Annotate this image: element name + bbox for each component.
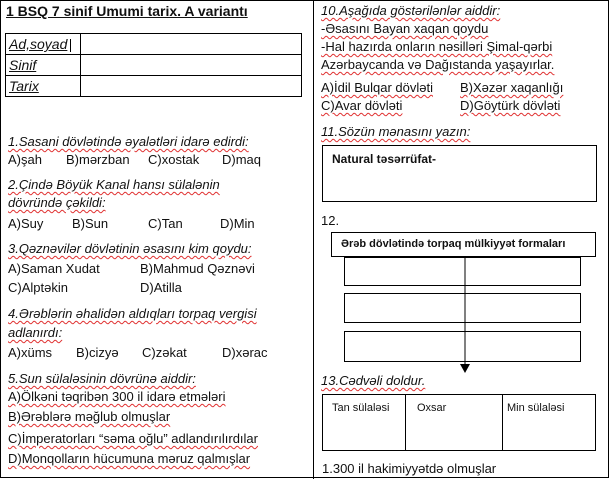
q1-option-d[interactable]: D)maq — [222, 152, 262, 167]
q1-option-b[interactable]: B)mərzban — [66, 152, 130, 167]
q3-option-d[interactable]: D)Atilla — [140, 280, 182, 295]
q5-option-a[interactable]: A)Ölkəni təqribən 300 il idarə etmələri — [8, 389, 226, 404]
q5-option-b[interactable]: B)Ərəblərə məğlub olmuşlar — [8, 409, 171, 424]
q4-line2: adlanırdı: — [8, 325, 63, 340]
q13-col-oxsar: Oxsar — [417, 402, 447, 414]
q13-col-min: Min sülaləsi — [507, 402, 565, 414]
q1-text: 1.Sasani dövlətində əyalətləri idarə edirdi: — [8, 134, 249, 149]
q11-title: 11.Sözün mənasını yazın: — [321, 124, 471, 139]
q2-line2: dövründə çəkildi: — [8, 195, 106, 210]
page-title: 1 BSQ 7 sinif Umumi tarix. A variantı — [6, 3, 248, 19]
column-divider — [313, 0, 314, 479]
q11-box-label: Natural təsərrüfat- — [332, 152, 437, 166]
date-label-cell — [6, 76, 81, 97]
q13-title: 13.Cədvəli doldur. — [321, 373, 426, 388]
q3-option-b[interactable]: B)Mahmud Qəznəvi — [140, 261, 255, 276]
q2-option-b[interactable]: B)Sun — [72, 216, 109, 231]
q5-option-c[interactable]: C)İmperatorları “səma oğlu” adlandırılırdılar — [8, 431, 258, 446]
q12-down-arrow-icon — [458, 256, 472, 374]
q10-title: 10.Aşağıda göstərilənlər aiddir: — [321, 3, 501, 18]
q2-option-d[interactable]: D)Min — [220, 216, 255, 231]
q10-line2: -Hal hazırda onların nəsilləri Şimal-qərbi — [321, 39, 553, 54]
q13-col-tan: Tan sülaləsi — [332, 402, 390, 414]
student-info-table — [5, 33, 302, 97]
q4-line1: 4.Ərəblərin əhalidən aldıqları torpaq vergisi — [8, 306, 257, 321]
q13-col-divider-1 — [405, 395, 406, 450]
class-label-cell — [6, 55, 81, 76]
q10-option-d[interactable]: D)Göytürk dövləti — [460, 98, 561, 113]
q13-row1: 1.300 il hakimiyyətdə olmuşlar — [322, 461, 497, 476]
date-label: Tarix — [9, 78, 39, 94]
q12-number: 12. — [321, 213, 340, 228]
class-label: Sinif — [9, 57, 37, 73]
q2-option-c[interactable]: C)Tan — [148, 216, 183, 231]
date-input[interactable] — [81, 76, 302, 97]
q4-option-a[interactable]: A)xüms — [8, 345, 53, 360]
name-label: Ad,soyad — [9, 36, 68, 52]
q1-option-c[interactable]: C)xostak — [148, 152, 200, 167]
q3-option-a[interactable]: A)Saman Xudat — [8, 261, 100, 276]
q1-option-a[interactable]: A)şah — [8, 152, 42, 167]
q10-option-b[interactable]: B)Xəzər xaqanlığı — [460, 80, 564, 95]
q13-table — [322, 394, 596, 451]
q10-option-c[interactable]: C)Avar dövləti — [321, 98, 403, 113]
q5-option-d[interactable]: D)Monqolların hücumuna məruz qalmışlar — [8, 451, 251, 466]
q10-option-a[interactable]: A)İdil Bulqar dövləti — [321, 80, 433, 95]
q4-option-c[interactable]: C)zəkat — [142, 345, 187, 360]
q2-option-a[interactable]: A)Suy — [8, 216, 44, 231]
name-input[interactable] — [81, 34, 302, 55]
q13-col-divider-2 — [502, 395, 503, 450]
class-input[interactable] — [81, 55, 302, 76]
q4-option-d[interactable]: D)xərac — [222, 345, 268, 360]
q12-diagram-title: Ərəb dövlətində torpaq mülkiyyət formaları — [341, 238, 566, 250]
q10-line3: Azərbaycanda və Dağıstanda yaşayırlar. — [321, 57, 555, 72]
q4-option-b[interactable]: B)cizyə — [76, 345, 119, 360]
q12-diagram-title-box — [331, 232, 596, 257]
q10-line1: -Əsasını Bayan xaqan qoydu — [321, 21, 489, 36]
q2-line1: 2.Çində Böyük Kanal hansı sülalənin — [8, 177, 220, 192]
q3-text: 3.Qəznəvilər dövlətinin əsasını kim qoydu: — [8, 241, 252, 256]
q11-answer-box[interactable] — [322, 145, 597, 202]
q3-option-c[interactable]: C)Alptəkin — [8, 280, 68, 295]
text-cursor — [70, 39, 71, 52]
q5-text: 5.Sun sülaləsinin dövrünə aiddir: — [8, 371, 196, 386]
name-label-cell — [6, 34, 81, 55]
